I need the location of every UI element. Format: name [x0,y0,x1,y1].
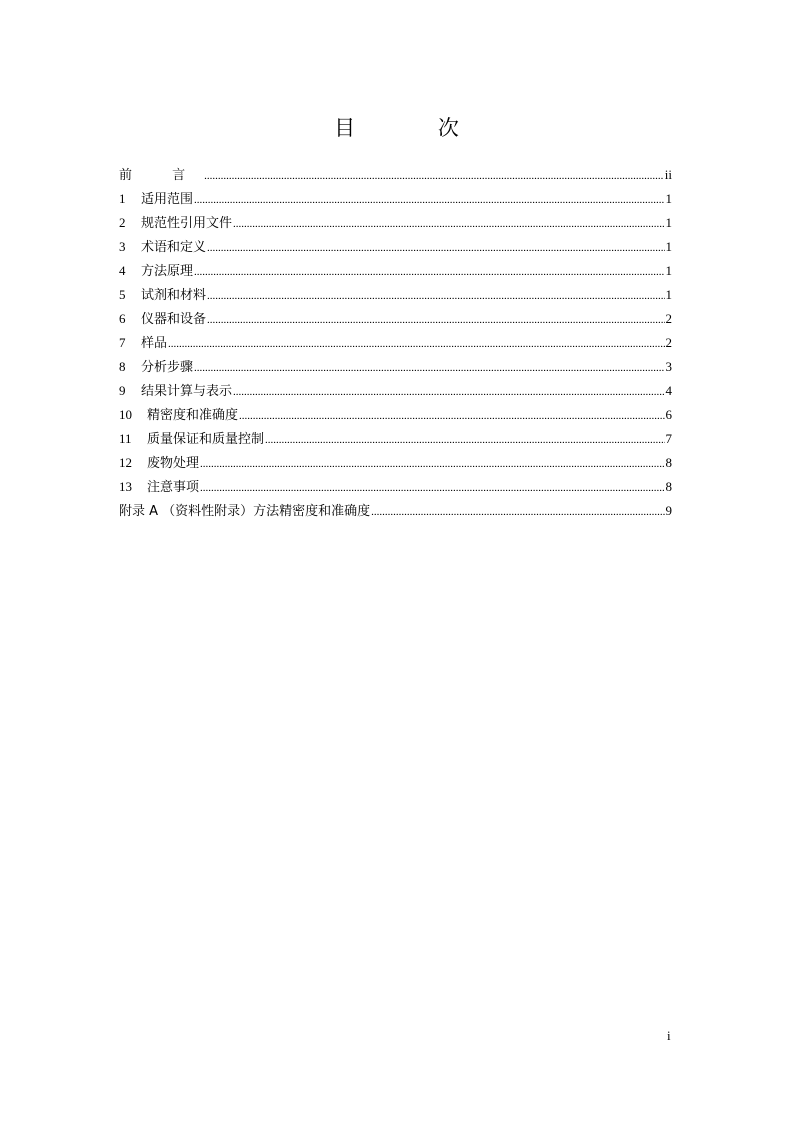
toc-leader-dots [207,308,664,332]
toc-entry-number: 9 [119,383,126,398]
toc-entry-11[interactable] [119,427,672,451]
toc-entry-number: 11 [119,431,132,446]
toc-entry-7[interactable] [119,331,672,355]
toc-entry-appendix-a[interactable] [119,499,672,523]
toc-leader-dots [233,380,664,404]
toc-leader-dots [207,236,664,260]
toc-entry-page: 1 [665,191,672,206]
toc-entry-page: 2 [665,335,672,350]
toc-entry-page: 8 [665,479,672,494]
toc-entry-3[interactable] [119,235,672,259]
toc-entry-page: 1 [665,287,672,302]
toc-entry-label: 结果计算与表示 [141,384,233,399]
toc-entry-number: 3 [119,239,126,254]
toc-entry-8[interactable] [119,355,672,379]
toc-entry-label: 适用范围 [141,192,194,207]
toc-entry-1[interactable] [119,187,672,211]
toc-leader-dots [265,428,664,452]
toc-entry-page: 1 [665,215,672,230]
toc-entry-page: 3 [665,359,672,374]
toc-entry-page: 7 [665,431,672,446]
toc-entry-label: 前 言 [119,168,204,183]
toc-entry-label: 附录 A （资料性附录）方法精密度和准确度 [119,504,371,519]
toc-entry-page: 1 [665,263,672,278]
toc-entry-page: 4 [665,383,672,398]
toc-leader-dots [194,260,664,284]
toc-entry-label: 质量保证和质量控制 [147,432,265,447]
toc-entry-number: 13 [119,479,132,494]
toc-entry-10[interactable] [119,403,672,427]
toc-leader-dots [194,356,664,380]
toc-entry-page: 2 [665,311,672,326]
toc-entry-9[interactable] [119,379,672,403]
toc-entry-page: 9 [665,503,672,518]
toc-entry-number: 8 [119,359,126,374]
page-title: 目 次 [334,116,497,140]
toc-leader-dots [207,284,664,308]
toc-entry-number: 6 [119,311,126,326]
toc-entry-number: 4 [119,263,126,278]
toc-entry-label: 术语和定义 [141,240,207,255]
table-of-contents [119,163,672,523]
toc-entry-label: 方法原理 [141,264,194,279]
toc-entry-label: 分析步骤 [141,360,194,375]
toc-leader-dots [168,332,664,356]
toc-entry-label: 仪器和设备 [141,312,207,327]
toc-entry-page: 6 [665,407,672,422]
toc-entry-label: 精密度和准确度 [147,408,239,423]
toc-entry-13[interactable] [119,475,672,499]
toc-leader-dots [200,452,664,476]
toc-entry-label: 规范性引用文件 [141,216,233,231]
toc-entry-12[interactable] [119,451,672,475]
toc-entry-number: 7 [119,335,126,350]
toc-leader-dots [371,500,664,524]
toc-entry-number: 1 [119,191,126,206]
toc-entry-number: 10 [119,407,132,422]
toc-entry-label: 废物处理 [147,456,200,471]
toc-entry-foreword[interactable] [119,163,672,187]
toc-leader-dots [239,404,664,428]
toc-entry-number: 12 [119,455,132,470]
toc-leader-dots [204,164,664,188]
toc-entry-2[interactable] [119,211,672,235]
toc-entry-number: 5 [119,287,126,302]
toc-leader-dots [233,212,664,236]
toc-entry-label: 样品 [141,336,168,351]
toc-entry-page: 8 [665,455,672,470]
toc-entry-page: 1 [665,239,672,254]
toc-entry-label: 试剂和材料 [141,288,207,303]
toc-entry-6[interactable] [119,307,672,331]
toc-entry-5[interactable] [119,283,672,307]
toc-leader-dots [194,188,664,212]
toc-entry-page: ii [664,167,672,182]
toc-entry-number: 2 [119,215,126,230]
toc-entry-label: 注意事项 [147,480,200,495]
toc-entry-4[interactable] [119,259,672,283]
toc-leader-dots [200,476,664,500]
page-number: i [667,1028,671,1043]
